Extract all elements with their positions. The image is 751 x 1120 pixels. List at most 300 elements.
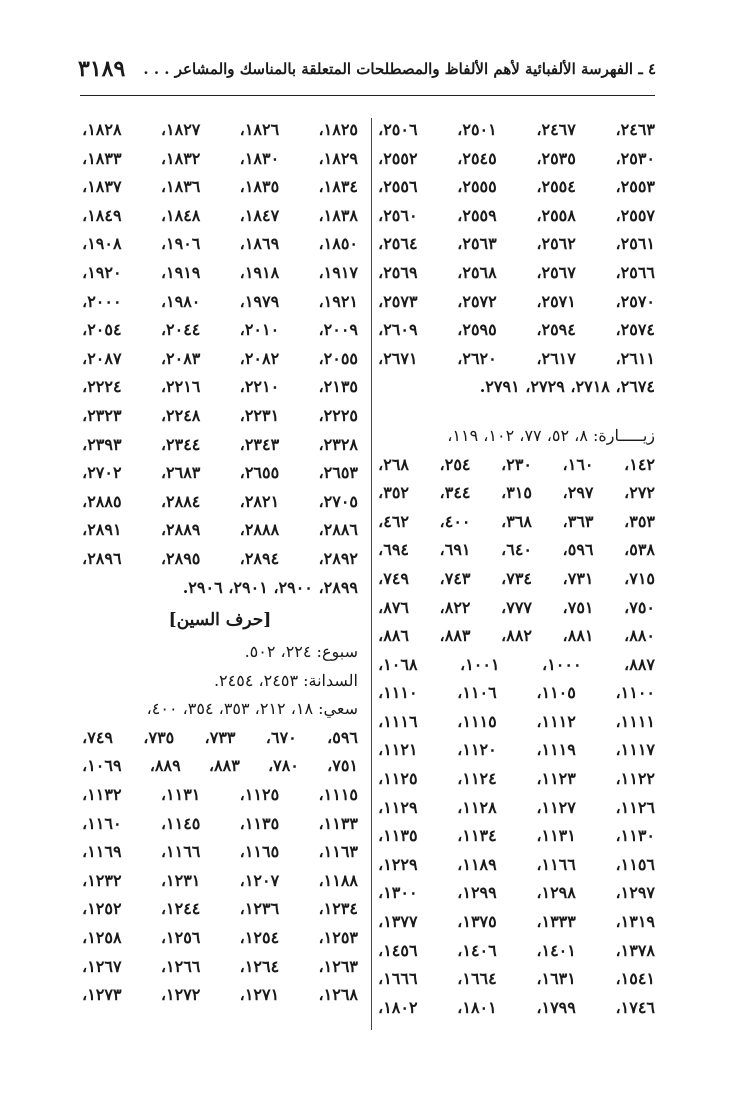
- page-ref: ١٩٢١،: [318, 291, 358, 311]
- index-row: [378, 594, 655, 623]
- page-ref: ٨٨٣،: [439, 626, 471, 646]
- page-ref: ٧٤٩،: [82, 727, 113, 747]
- page-ref: ١١١٦،: [378, 711, 418, 731]
- page-ref: ٥٩٦،: [562, 540, 594, 560]
- page-ref: ١١٢٣،: [536, 769, 576, 789]
- page-ref: ٢٣٠،: [501, 454, 532, 474]
- page-ref: ١٢٢٩،: [378, 854, 418, 874]
- page-ref: ٢٨٨٩،: [160, 520, 201, 540]
- page-ref: ٧٣١،: [562, 568, 594, 588]
- page-ref: ٣٦٨،: [501, 511, 532, 531]
- index-row: [82, 867, 358, 896]
- page-ref: ١٢٥٤،: [239, 928, 280, 948]
- page-ref: ٧٣٣،: [204, 727, 236, 747]
- page-ref: ١٨٢٥،: [318, 120, 358, 139]
- page-ref: ١١٢٨،: [457, 797, 497, 817]
- page-ref: ١٠٦٩،: [82, 756, 122, 776]
- page-ref: ٦٩١،: [439, 540, 471, 560]
- page-ref: ١١٣٣،: [318, 813, 358, 833]
- page-ref: ١٣٠٠،: [378, 883, 418, 903]
- index-row: [378, 765, 655, 794]
- page-ref: ١٩٨٠،: [160, 291, 201, 311]
- page-ref: ٢٢٢٤،: [82, 377, 122, 397]
- page-ref: ١٢٣٤،: [318, 899, 358, 919]
- index-row: [378, 651, 655, 680]
- page-ref: ١٨٢٦،: [239, 120, 280, 139]
- index-row: [82, 259, 358, 288]
- index-row: [82, 488, 358, 517]
- page-ref: ١٢٥٦،: [160, 928, 201, 948]
- page-ref: ٢٥٥٤،: [536, 177, 576, 197]
- page-ref: ١٣٧٥،: [457, 912, 497, 932]
- page-ref: ٢٥٦١،: [615, 234, 655, 254]
- page-ref: ٢٦٢٠،: [457, 348, 497, 368]
- page-ref: ١٩١٩،: [160, 262, 201, 282]
- page-ref: ١٨٣٤،: [318, 177, 358, 197]
- page-ref: ١٢٩٩،: [457, 883, 497, 903]
- page-ref: ١١٠٠،: [615, 683, 655, 703]
- entry-subu: سبوع: ٢٢٤، ٥٠٢.: [244, 642, 358, 662]
- page-ref: ٢٥٠٦،: [378, 120, 418, 139]
- page-ref: ٢٠٨٧،: [82, 348, 122, 368]
- page-ref: ١٧٤٦،: [615, 997, 655, 1017]
- index-row: [82, 516, 358, 545]
- page-ref: ٢٣٤٤،: [160, 434, 201, 454]
- page-ref: ١١٠٥،: [536, 683, 576, 703]
- page-ref: ١٦٣١،: [536, 969, 576, 989]
- page-ref: ١١٢٤،: [457, 769, 497, 789]
- left-line-end: ٢٨٩٩، ٢٩٠٠، ٢٩٠١، ٢٩٠٦.: [182, 577, 358, 597]
- page-ref: ٢٦٥٣،: [318, 463, 358, 483]
- index-row: [82, 981, 358, 1010]
- page-ref: ٢٣٢٣،: [82, 405, 122, 425]
- page-ref: ٥٣٨،: [624, 540, 655, 560]
- page-ref: ١٩٠٦،: [160, 234, 201, 254]
- page-ref: ٢٥٥٥،: [457, 177, 497, 197]
- page-ref: ٢٥٧٠،: [615, 291, 655, 311]
- page-ref: ٧٧٧،: [501, 597, 532, 617]
- page-ref: ٢٥٣٥،: [536, 148, 576, 168]
- page-ref: ٢٢١٠،: [239, 377, 280, 397]
- page-ref: ٢٨٨٦،: [318, 520, 358, 540]
- page-ref: ٢٨٩٢،: [318, 548, 358, 568]
- page-ref: ٢٨٩٤،: [239, 548, 280, 568]
- page-ref: ١١٢٠،: [457, 740, 497, 760]
- page-ref: ٢٠٠٩،: [318, 320, 358, 340]
- page-ref: ٢٥٤،: [439, 454, 471, 474]
- index-row: [82, 838, 358, 867]
- page-header: [78, 56, 656, 84]
- page-ref: ١١٣٥،: [378, 826, 418, 846]
- page-ref: ٢٨٨٨،: [239, 520, 280, 540]
- left-column: [82, 116, 358, 1010]
- entry-ziyara: زيـــــارة: ٨، ٥٢، ٧٧، ١٠٢، ١١٩،: [447, 425, 655, 445]
- page-ref: ٢٧٠٢،: [82, 463, 122, 483]
- page-ref: ٢٥٦٦،: [615, 262, 655, 282]
- spacer: [378, 402, 655, 422]
- page-ref: ٢٥٣٠،: [615, 148, 655, 168]
- page-ref: ٢٥٥٦،: [378, 177, 418, 197]
- index-row: [82, 373, 358, 402]
- page-ref: ٢٥٧٢،: [457, 291, 497, 311]
- page-ref: ١١٣٢،: [82, 785, 122, 805]
- page-ref: ١١١٧،: [615, 740, 655, 760]
- page-ref: ٢٠٨٢،: [239, 348, 280, 368]
- index-row: [82, 431, 358, 460]
- page-ref: ٢٦١١،: [615, 348, 655, 368]
- page-ref: ٢٤٦٧،: [536, 120, 576, 139]
- page-ref: ١٢٣٦،: [239, 899, 280, 919]
- page-ref: ١٢٥٣،: [318, 928, 358, 948]
- page-ref: ٨٨٠،: [624, 626, 655, 646]
- page-ref: ٢٥٦٢،: [536, 234, 576, 254]
- page-ref: ٢٨٩٥،: [160, 548, 201, 568]
- page-ref: ١١٣٥،: [239, 813, 280, 833]
- page-ref: ٢٠١٠،: [239, 320, 280, 340]
- page-ref: ١٩٠٨،: [82, 234, 122, 254]
- page-ref: ٧٤٩،: [378, 568, 409, 588]
- page-ref: ٢٠٥٤،: [82, 320, 122, 340]
- index-row: [378, 173, 655, 202]
- page-ref: ١٨٣٦،: [160, 177, 201, 197]
- left-rows-a: [82, 116, 358, 574]
- page-ref: ٧٥٠،: [624, 597, 655, 617]
- page-ref: ١١٨٨،: [318, 870, 358, 890]
- page-ref: ٤٦٢،: [378, 511, 409, 531]
- page-ref: ٢٦٧١،: [378, 348, 418, 368]
- page-ref: ٢٠٤٤،: [160, 320, 201, 340]
- page-ref: ١١٢١،: [378, 740, 418, 760]
- page-ref: ٣٥٣،: [624, 511, 655, 531]
- page-ref: ١١٦٠،: [82, 813, 122, 833]
- index-row: [378, 965, 655, 994]
- page-ref: ٢٧٢،: [624, 483, 655, 503]
- header-rule: [80, 95, 655, 96]
- page-ref: ٢٥٥٧،: [615, 205, 655, 225]
- page-ref: ٢٣٤٣،: [239, 434, 280, 454]
- index-row: [82, 202, 358, 231]
- right-column: [378, 116, 655, 1022]
- page-ref: ١٦٠،: [562, 454, 594, 474]
- page-ref: ١٢٦٧،: [82, 956, 122, 976]
- page-ref: ٧٨٠،: [267, 756, 299, 776]
- index-row: [378, 451, 655, 480]
- page-ref: ١١١١،: [615, 711, 655, 731]
- index-row: [378, 851, 655, 880]
- page-ref: ٤٠٠،: [439, 511, 471, 531]
- page-ref: ٢٧٠٥،: [318, 491, 358, 511]
- page-ref: ٢٥٧٤،: [615, 320, 655, 340]
- page-ref: ١١٦٦،: [536, 854, 576, 874]
- page-ref: ٢٦١٧،: [536, 348, 576, 368]
- page-ref: ٢٨٨٥،: [82, 491, 122, 511]
- page-ref: ١١٣١،: [160, 785, 201, 805]
- page-ref: ٧٤٣،: [439, 568, 471, 588]
- index-row: [378, 288, 655, 317]
- index-row: [82, 116, 358, 145]
- page-ref: ٢٠٨٣،: [160, 348, 201, 368]
- page-ref: ١٨٣٨،: [318, 205, 358, 225]
- page-ref: ١٠٦٨،: [378, 654, 418, 674]
- page-ref: ١١٤٥،: [160, 813, 201, 833]
- page-ref: ١٢٧٣،: [82, 985, 122, 1005]
- page-ref: ١١٢٩،: [378, 797, 418, 817]
- page-ref: ٧٥١،: [327, 756, 358, 776]
- page-ref: ٨٨٧،: [624, 654, 655, 674]
- page-ref: ١١٢٢،: [615, 769, 655, 789]
- index-row: [378, 622, 655, 651]
- page-ref: ٨٨٦،: [378, 626, 409, 646]
- page-ref: ١١٨٩،: [457, 854, 497, 874]
- page-ref: ١٨٦٩،: [239, 234, 280, 254]
- page-ref: ٣٦٣،: [562, 511, 594, 531]
- page-ref: ٢٦٨،: [378, 454, 409, 474]
- page-ref: ١٢٣٢،: [82, 870, 122, 890]
- page-ref: ١٢٦٣،: [318, 956, 358, 976]
- page-ref: ٢٥٥٣،: [615, 177, 655, 197]
- page-ref: ٧٣٤،: [501, 568, 532, 588]
- page-ref: ١٤٠٦،: [457, 940, 497, 960]
- page-ref: ٧١٥،: [624, 568, 655, 588]
- page-ref: ١١١٩،: [536, 740, 576, 760]
- page-ref: ١٩١٧،: [318, 262, 358, 282]
- page-ref: ١٩٢٠،: [82, 262, 122, 282]
- page-ref: ٨٨١،: [562, 626, 594, 646]
- index-row: [378, 908, 655, 937]
- page-ref: ٢٥٩٥،: [457, 320, 497, 340]
- page-ref: ٢١٣٥،: [318, 377, 358, 397]
- page-ref: ٢٦٨٣،: [160, 463, 201, 483]
- page-ref: ١١١٢،: [536, 711, 576, 731]
- page-ref: ٦٩٤،: [378, 540, 409, 560]
- page-ref: ٣٤٤،: [439, 483, 471, 503]
- index-row: [82, 316, 358, 345]
- page-ref: ١١٣٠،: [615, 826, 655, 846]
- page-ref: ٢٢٣١،: [239, 405, 280, 425]
- page-ref: ٢٢٤٨،: [160, 405, 201, 425]
- entry-sidana: السدانة: ٢٤٥٣، ٢٤٥٤.: [213, 670, 358, 690]
- page-ref: ١٤٠١،: [536, 940, 576, 960]
- page-ref: ١٨٠١،: [457, 997, 497, 1017]
- page-ref: ١١٥٦،: [615, 854, 655, 874]
- index-row: [82, 345, 358, 374]
- index-row: [82, 953, 358, 982]
- page-ref: ٢٨٩٦،: [82, 548, 122, 568]
- page-ref: ١٨٣٢،: [160, 148, 201, 168]
- page-ref: ٢٥٦٣،: [457, 234, 497, 254]
- index-row: [378, 879, 655, 908]
- page-ref: ١٦٦٤،: [457, 969, 497, 989]
- page-ref: ١٨٢٧،: [160, 120, 201, 139]
- index-row: [82, 230, 358, 259]
- page-ref: ١١٣١،: [536, 826, 576, 846]
- page-ref: ١٥٤١،: [615, 969, 655, 989]
- page-ref: ١٢٤٤،: [160, 899, 201, 919]
- page-ref: ١٧٩٩،: [536, 997, 576, 1017]
- index-row: [82, 724, 358, 753]
- column-divider: [371, 118, 372, 1030]
- page-ref: ١٨٣٥،: [239, 177, 280, 197]
- index-row: [378, 259, 655, 288]
- index-row: [82, 173, 358, 202]
- page-ref: ٥٩٦،: [327, 727, 358, 747]
- index-row: [378, 536, 655, 565]
- page-ref: ١٨٠٢،: [378, 997, 418, 1017]
- page-ref: ١٢٥٢،: [82, 899, 122, 919]
- index-row: [82, 459, 358, 488]
- page-ref: ٢٥٠١،: [457, 120, 497, 139]
- index-row: [378, 822, 655, 851]
- page-ref: ٧٥١،: [562, 597, 594, 617]
- page-ref: ٨٨٣،: [208, 756, 240, 776]
- page-ref: ١٠٠٠،: [542, 654, 582, 674]
- page-ref: ١٩٧٩،: [239, 291, 280, 311]
- index-row: [82, 402, 358, 431]
- page-number: ٣١٨٩: [78, 56, 126, 82]
- page-ref: ٢٥٦٠،: [378, 205, 418, 225]
- page-ref: ١٢٦٨،: [318, 985, 358, 1005]
- page-ref: ٢٥٥٢،: [378, 148, 418, 168]
- index-row: [378, 679, 655, 708]
- page-ref: ١٢٦٦،: [160, 956, 201, 976]
- index-row: [82, 895, 358, 924]
- page-ref: ٢٥٦٨،: [457, 262, 497, 282]
- right-line-end: ٢٦٧٤، ٢٧١٨، ٢٧٢٩، ٢٧٩١.: [479, 377, 655, 397]
- page-ref: ٧٣٥،: [143, 727, 175, 747]
- page-ref: ١٠٠١،: [460, 654, 500, 674]
- page-ref: ٢٥٤٥،: [457, 148, 497, 168]
- page-ref: ١٨٣٧،: [82, 177, 122, 197]
- index-row: [378, 479, 655, 508]
- page-ref: ١٦٦٦،: [378, 969, 418, 989]
- page-ref: ١٨٤٨،: [160, 205, 201, 225]
- index-row: [378, 565, 655, 594]
- page-ref: ١١٦٣،: [318, 842, 358, 862]
- index-row: [82, 145, 358, 174]
- index-row: [82, 810, 358, 839]
- page-ref: ١١٣٤،: [457, 826, 497, 846]
- page-ref: ١١٦٩،: [82, 842, 122, 862]
- page-ref: ١٩١٨،: [239, 262, 280, 282]
- page-ref: ٣٥٢،: [378, 483, 409, 503]
- page-ref: ٨٨٢،: [501, 626, 532, 646]
- page-ref: ٢٥٩٤،: [536, 320, 576, 340]
- page-ref: ١٢٦٤،: [239, 956, 280, 976]
- page-ref: ٢٢١٦،: [160, 377, 201, 397]
- page-ref: ١١٦٦،: [160, 842, 201, 862]
- index-row: [378, 994, 655, 1023]
- page-ref: ٢٠٠٠،: [82, 291, 122, 311]
- page-ref: ١١١٠،: [378, 683, 418, 703]
- index-row: [378, 794, 655, 823]
- index-row: [378, 116, 655, 145]
- page-ref: ٢٥٧٣،: [378, 291, 418, 311]
- page-ref: ١٢٩٧،: [615, 883, 655, 903]
- page-ref: ١٢٠٧،: [239, 870, 280, 890]
- index-row: [378, 230, 655, 259]
- page-ref: ١٨٥٠،: [318, 234, 358, 254]
- section-heading: [حرف السين]: [168, 610, 272, 631]
- page-ref: ٢٥٥٩،: [457, 205, 497, 225]
- page-ref: ١١٢٥،: [378, 769, 418, 789]
- index-row: [378, 145, 655, 174]
- index-row: [378, 937, 655, 966]
- page-ref: ١٣٣٣،: [536, 912, 576, 932]
- page-ref: ٢٤٦٣،: [615, 120, 655, 139]
- page-ref: ١٣١٩،: [615, 912, 655, 932]
- index-row: [378, 708, 655, 737]
- page-ref: ٢٣٢٨،: [318, 434, 358, 454]
- page-ref: ١١٠٦،: [457, 683, 497, 703]
- right-rows-b: [378, 451, 655, 1023]
- page-ref: ١٣٧٧،: [378, 912, 418, 932]
- page-ref: ١٨٤٩،: [82, 205, 122, 225]
- page-ref: ١٨٢٩،: [318, 148, 358, 168]
- page-ref: ٢٥٧١،: [536, 291, 576, 311]
- page-ref: ١١١٥،: [318, 785, 358, 805]
- index-row: [378, 202, 655, 231]
- page-ref: ١١١٥،: [457, 711, 497, 731]
- page-ref: ١٨٣٠،: [239, 148, 280, 168]
- page-ref: ٢٢٢٥،: [318, 405, 358, 425]
- page-ref: ١٨٢٨،: [82, 120, 122, 139]
- page-ref: ١٢٧٢،: [160, 985, 201, 1005]
- page-ref: ٦٧٠،: [265, 727, 297, 747]
- index-row: [82, 752, 358, 781]
- page-ref: ٢٥٦٤،: [378, 234, 418, 254]
- index-row: [378, 316, 655, 345]
- page-ref: ٢٨٢١،: [239, 491, 280, 511]
- page-ref: ٢٥٥٨،: [536, 205, 576, 225]
- index-row: [82, 924, 358, 953]
- page-ref: ٢٠٥٥،: [318, 348, 358, 368]
- page-ref: ١٢٥٨،: [82, 928, 122, 948]
- page-ref: ١٨٣٣،: [82, 148, 122, 168]
- page-ref: ٢٥٦٧،: [536, 262, 576, 282]
- index-row: [378, 736, 655, 765]
- page-ref: ١٨٤٧،: [239, 205, 280, 225]
- index-row: [82, 781, 358, 810]
- page-ref: ١١٢٦،: [615, 797, 655, 817]
- page-ref: ٢٦٥٥،: [239, 463, 280, 483]
- page-ref: ١١٢٧،: [536, 797, 576, 817]
- page-ref: ٨٨٩،: [149, 756, 181, 776]
- running-title: ٤ ـ الفهرسة الألفبائية لأهم الألفاظ والمصطلحات المتعلقة بالمناسك والمشاعر . . .: [143, 60, 656, 78]
- page-ref: ١٣٧٨،: [615, 940, 655, 960]
- page-ref: ١١٦٥،: [239, 842, 280, 862]
- page-ref: ٢٣٩٣،: [82, 434, 122, 454]
- page-ref: ١٢٩٨،: [536, 883, 576, 903]
- page-ref: ١٤٥٦،: [378, 940, 418, 960]
- index-row: [82, 288, 358, 317]
- right-rows-a: [378, 116, 655, 373]
- page-ref: ١٢٧١،: [239, 985, 280, 1005]
- page-ref: ٢٨٩١،: [82, 520, 122, 540]
- left-rows-b: [82, 724, 358, 1010]
- page-ref: ٢٦٠٩،: [378, 320, 418, 340]
- page-ref: ٨٢٢،: [439, 597, 471, 617]
- page-ref: ١٢٣١،: [160, 870, 201, 890]
- page-ref: ٢٩٧،: [562, 483, 594, 503]
- page-ref: ٦٤٠،: [501, 540, 532, 560]
- index-row: [378, 345, 655, 374]
- page-ref: ١١٢٥،: [239, 785, 280, 805]
- page-ref: ٣١٥،: [501, 483, 532, 503]
- index-row: [82, 545, 358, 574]
- index-row: [378, 508, 655, 537]
- page-ref: ٢٥٦٩،: [378, 262, 418, 282]
- page-ref: ١٤٢،: [624, 454, 655, 474]
